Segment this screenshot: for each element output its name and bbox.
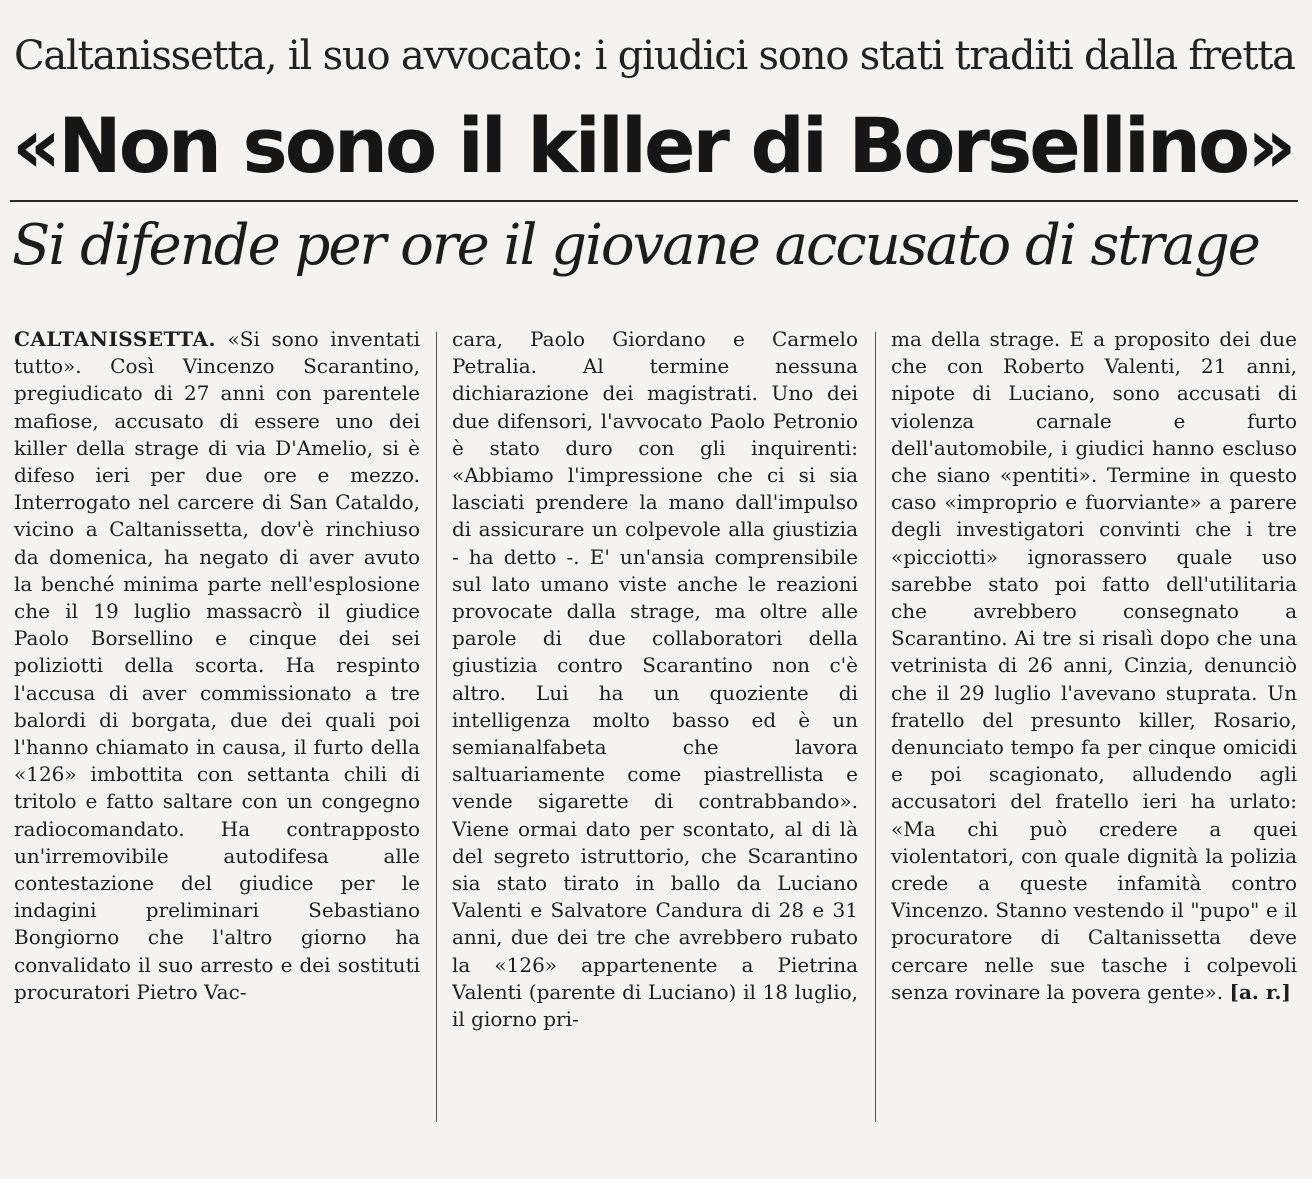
dateline: CALTANISSETTA. (14, 327, 216, 351)
column-1-text: «Si sono inventati tutto». Così Vincenzo Scarantino, pregiudicato di 27 anni con parentele mafiose, accusato di essere uno dei killer della strage di via D'Amelio, si è difeso ieri per due ore e mezzo. Interrogato nel carcere di San Cataldo, vicino a Caltanissetta, dov'è rinchiuso da domenica, ha negato di aver avuto la benché minima parte nell'esplosione che il 19 luglio massacrò il giudice Paolo Borsellino e cinque dei sei poliziotti della scorta. Ha respinto l'accusa di aver commissionato a tre balordi di borgata, due dei quali poi l'hanno chiamato in causa, il furto della «126» imbottita con settanta chili di tritolo e fatto saltare con un congegno radiocomandato. Ha contrapposto un'irremovibile autodifesa alle contestazione del giudice per le indagini preliminari Sebastiano Bongiorno che l'altro giorno ha convalidato il suo arresto e dei sostituti procuratori Pietro Vac- (14, 327, 420, 1004)
column-2-text: cara, Paolo Giordano e Carmelo Petralia. Al termine nessuna dichiarazione dei magistrati. Uno dei due difensori, l'avvocato Paolo Petronio è stato duro con gli inquirenti: «Abbiamo l'impressione che ci si sia lasciati prendere la mano dall'impulso di assicurare un colpevole alla giustizia - ha detto -. E' un'ansia comprensibile sul lato umano viste anche le reazioni provocate dalla strage, ma oltre alle parole di due collaboratori della giustizia contro Scarantino non c'è altro. Lui ha un quoziente di intelligenza molto basso ed è un semianalfabeta che lavora saltuariamente come piastrellista e vende sigarette di contrabbando». Viene ormai dato per scontato, al di là del segreto istruttorio, che Scarantino sia stato tirato in ballo da Luciano Valenti e Salvatore Candura di 28 e 31 anni, due dei tre che avrebbero rubato la «126» appartenente a Pietrina Valenti (parente di Luciano) il 18 luglio, il giorno pri- (452, 327, 858, 1032)
column-divider (875, 332, 876, 1122)
subheadline: Si difende per ore il giovane accusato di strage (12, 213, 1259, 278)
column-3-text: ma della strage. E a proposito dei due che con Roberto Valenti, 21 anni, nipote di Luciano, sono accusati di violenza carnale e furto dell'automobile, i giudici hanno escluso che siano «pentiti». Termine in questo caso «improprio e fuorviante» a parere degli investigatori convinti che i tre «picciotti» ignorassero quale uso sarebbe stato poi fatto dell'utilitaria che avrebbero consegnato a Scarantino. Ai tre si risalì dopo che una vetrinista di 26 anni, Cinzia, denunciò che il 29 luglio l'avevano stuprata. Un fratello del presunto killer, Rosario, denunciato tempo fa per cinque omicidi e poi scagionato, alludendo agli accusatori del fratello ieri ha urlato: «Ma chi può credere a quei violentatori, con quale dignità la polizia crede a queste infamità contro Vincenzo. Stanno vestendo il "pupo" e il procuratore di Caltanissetta deve cercare nelle sue tasche i colpevoli senza rovinare la povera gente». (891, 327, 1297, 1004)
kicker: Caltanissetta, il suo avvocato: i giudici sono stati traditi dalla fretta (14, 33, 1295, 79)
headline: «Non sono il killer di Borsellino» (12, 101, 1294, 190)
article-column-2 (452, 326, 858, 1126)
author-signature: [a. r.] (1229, 979, 1291, 1004)
article-column-3 (891, 326, 1297, 1126)
headline-rule (10, 200, 1298, 202)
column-divider (436, 332, 437, 1122)
article-column-1 (14, 326, 420, 1126)
